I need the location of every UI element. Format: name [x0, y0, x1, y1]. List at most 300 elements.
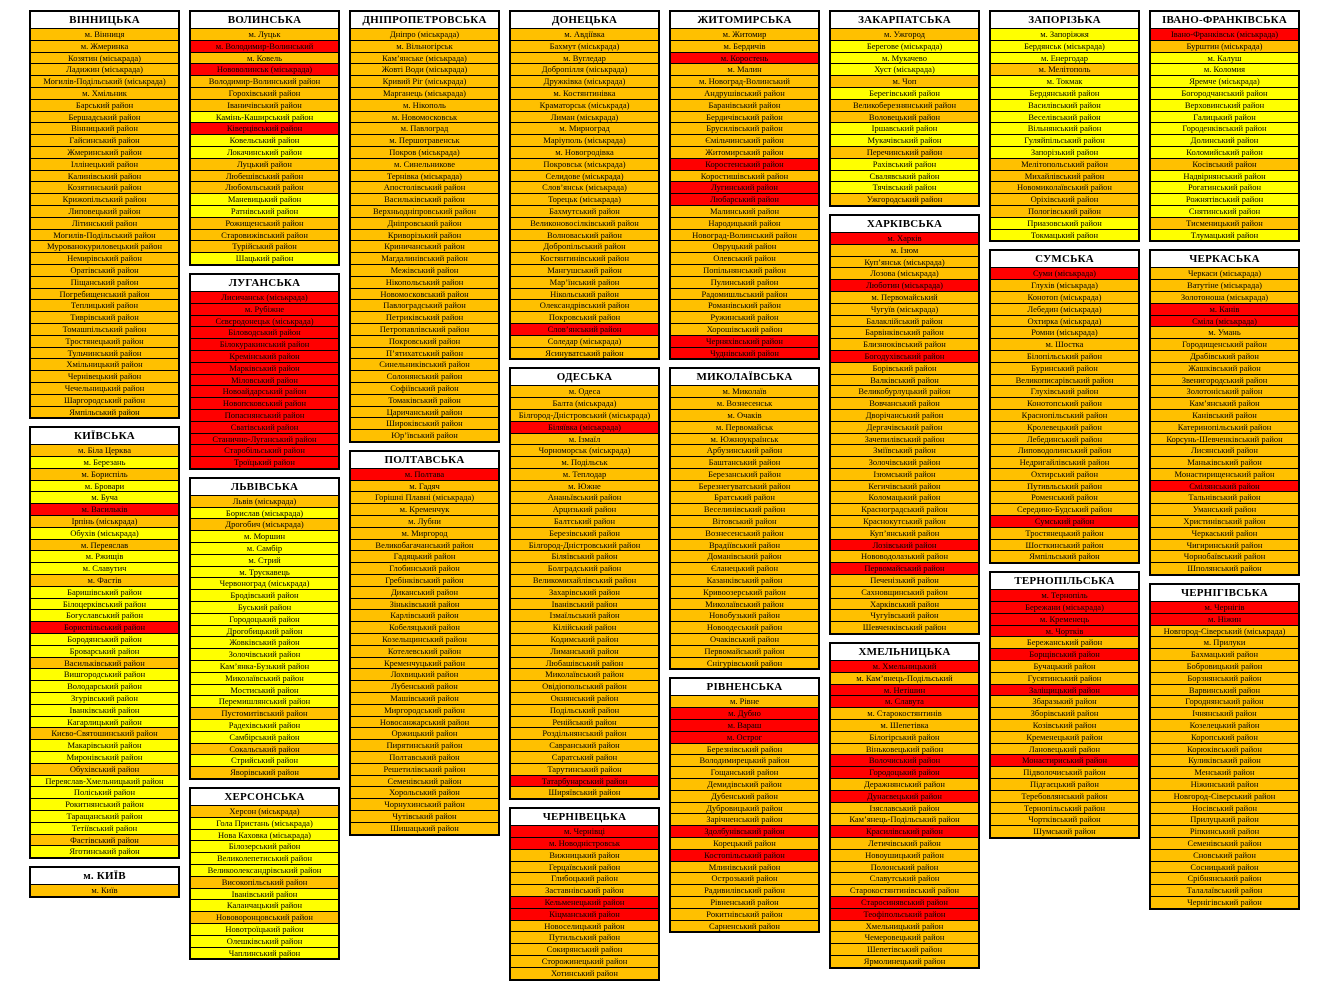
district-row: Маньківський район [1151, 456, 1298, 468]
district-row: м. Славута [831, 695, 978, 707]
district-row: Кременчуцький район [351, 657, 498, 669]
district-row: м. Фастів [31, 574, 178, 586]
district-row: Хотинський район [511, 967, 658, 979]
district-row: Городоцький район [831, 766, 978, 778]
district-row: Носівський район [1151, 802, 1298, 814]
district-row: Білокуракинський район [191, 338, 338, 350]
district-row: Савранський район [511, 739, 658, 751]
district-row: Кобеляцький район [351, 621, 498, 633]
district-row: Монастирищенський район [1151, 468, 1298, 480]
district-row: Семенівський район [351, 775, 498, 787]
district-row: м. Авдіївка [511, 28, 658, 40]
district-row: Біловодський район [191, 326, 338, 338]
district-row: Заставнівський район [511, 884, 658, 896]
district-row: Марківський район [191, 362, 338, 374]
district-row: Катеринопільський район [1151, 421, 1298, 433]
column-6 [829, 10, 980, 969]
district-row: м. Прилуки [1151, 636, 1298, 648]
district-row: Дрогобич (міськрада) [191, 518, 338, 530]
district-row: Білопільський район [991, 350, 1138, 362]
district-row: м. Стрий [191, 554, 338, 566]
district-row: Яремче (міськрада) [1151, 75, 1298, 87]
district-row: Лохвицький район [351, 668, 498, 680]
district-row: Львів (міськрада) [191, 495, 338, 507]
district-row: Вітовський район [671, 515, 818, 527]
district-row: м. Чоп [831, 75, 978, 87]
district-row: Великолепетиський район [191, 852, 338, 864]
district-row: Самбірський район [191, 731, 338, 743]
region-title: ХАРКІВСЬКА [831, 216, 978, 232]
district-row: м. Новодністровськ [511, 837, 658, 849]
district-row: Деражнянський район [831, 778, 978, 790]
district-row: Глобинський район [351, 562, 498, 574]
district-row: Сокальський район [191, 743, 338, 755]
region-box [189, 10, 340, 266]
district-row: Ямпільський район [31, 406, 178, 418]
district-row: Чечельницький район [31, 382, 178, 394]
district-row: Ізмаїльський район [511, 609, 658, 621]
district-row: Броварський район [31, 645, 178, 657]
district-row: Межівський район [351, 264, 498, 276]
district-row: Мар’їнський район [511, 276, 658, 288]
district-row: Білозерський район [191, 840, 338, 852]
column-8 [1149, 10, 1300, 910]
district-row: Жовті Води (міськрада) [351, 63, 498, 75]
district-row: Ватутіне (міськрада) [1151, 279, 1298, 291]
district-row: Петропавлівський район [351, 323, 498, 335]
district-row: Криничанський район [351, 240, 498, 252]
district-row: Лебединський район [991, 433, 1138, 445]
district-row: м. Чернівці [511, 825, 658, 837]
region-title: м. КИЇВ [31, 868, 178, 884]
district-row: Машівський район [351, 692, 498, 704]
district-row: м. Київ [31, 884, 178, 896]
district-row: Кремінський район [191, 350, 338, 362]
district-row: м. Першотравенськ [351, 134, 498, 146]
district-row: Горішні Плавні (міськрада) [351, 491, 498, 503]
district-row: Верховинський район [1151, 99, 1298, 111]
district-row: Городенківський район [1151, 122, 1298, 134]
district-row: Роменський район [991, 491, 1138, 503]
district-row: м. Калуш [1151, 52, 1298, 64]
district-row: Бережанський район [991, 636, 1138, 648]
district-row: м. Павлоград [351, 122, 498, 134]
district-row: Первомайський район [671, 645, 818, 657]
district-row: Чигиринський район [1151, 539, 1298, 551]
district-row: Корюківський район [1151, 743, 1298, 755]
district-row: Мелітопольський район [991, 158, 1138, 170]
district-row: Липовецький район [31, 205, 178, 217]
district-row: Лановецький район [991, 743, 1138, 755]
district-row: Бучацький район [991, 660, 1138, 672]
district-row: Рокитнівський район [671, 908, 818, 920]
district-row: Сновський район [1151, 849, 1298, 861]
district-row: Томашпільський район [31, 323, 178, 335]
district-row: Харківський район [831, 598, 978, 610]
district-row: Липоводолинський район [991, 444, 1138, 456]
district-row: Обухівський район [31, 763, 178, 775]
district-row: Синельниківський район [351, 358, 498, 370]
district-row: Бобровицький район [1151, 660, 1298, 672]
district-row: Березівський район [511, 527, 658, 539]
district-row: Зміївський район [831, 444, 978, 456]
district-row: Теплицький район [31, 299, 178, 311]
district-row: Млинівський район [671, 861, 818, 873]
district-row: Згурівський район [31, 692, 178, 704]
district-row: м. Малин [671, 63, 818, 75]
region-title: ОДЕСЬКА [511, 369, 658, 385]
district-row: Іршавський район [831, 122, 978, 134]
district-row: Локачинський район [191, 146, 338, 158]
district-row: Великоновосілківський район [511, 217, 658, 229]
district-row: Сумський район [991, 515, 1138, 527]
region-box [349, 10, 500, 443]
district-row: Тячівський район [831, 181, 978, 193]
district-row: Ширяївський район [511, 786, 658, 798]
district-row: м. Вугледар [511, 52, 658, 64]
district-row: Коропський район [1151, 731, 1298, 743]
district-row: Красноградський район [831, 503, 978, 515]
district-row: м. Трускавець [191, 566, 338, 578]
district-row: Рожищенський район [191, 217, 338, 229]
district-row: Підволочиський район [991, 766, 1138, 778]
district-row: Томаківський район [351, 394, 498, 406]
district-row: Білоцерківський район [31, 598, 178, 610]
district-row: Павлоградський район [351, 299, 498, 311]
district-row: Снігурівський район [671, 657, 818, 669]
district-row: Шишацький район [351, 822, 498, 834]
district-row: м. Вільногірськ [351, 40, 498, 52]
region-box [29, 10, 180, 419]
district-row: Володимир-Волинський район [191, 75, 338, 87]
district-row: Сахновщинський район [831, 586, 978, 598]
district-row: Попаснянський район [191, 409, 338, 421]
district-row: Кролевецький район [991, 421, 1138, 433]
district-row: Городищенський район [1151, 338, 1298, 350]
district-row: Херсон (міськрада) [191, 805, 338, 817]
district-row: Іваничівський район [191, 99, 338, 111]
district-row: Нововоронцовський район [191, 911, 338, 923]
district-row: Баранівський район [671, 99, 818, 111]
district-row: м. Мирноград [511, 122, 658, 134]
district-row: Надвірнянський район [1151, 170, 1298, 182]
region-title: ЗАКАРПАТСЬКА [831, 12, 978, 28]
district-row: м. Умань [1151, 326, 1298, 338]
district-row: Волноваський район [511, 229, 658, 241]
district-row: Слов’янськ (міськрада) [511, 181, 658, 193]
district-row: Селидове (міськрада) [511, 170, 658, 182]
district-row: Могилів-Подільський (міськрада) [31, 75, 178, 87]
district-row: Бережани (міськрада) [991, 601, 1138, 613]
district-row: Нововодолазький район [831, 550, 978, 562]
district-row: Миронівський район [31, 751, 178, 763]
district-row: м. Гадяч [351, 480, 498, 492]
district-row: Нововолинськ (міськрада) [191, 63, 338, 75]
district-row: Недригайлівський район [991, 456, 1138, 468]
district-row: Літинський район [31, 217, 178, 229]
district-row: Слов’янський район [511, 323, 658, 335]
region-box [29, 426, 180, 859]
district-row: Миколаївський район [671, 598, 818, 610]
district-row: Маріуполь (міськрада) [511, 134, 658, 146]
district-row: Костянтинівський район [511, 252, 658, 264]
district-row: м. Тернопіль [991, 589, 1138, 601]
district-row: м. Ізмаїл [511, 433, 658, 445]
region-title: ДНІПРОПЕТРОВСЬКА [351, 12, 498, 28]
district-row: Охтирка (міськрада) [991, 315, 1138, 327]
region-box [829, 642, 980, 969]
district-row: Роздільнянський район [511, 727, 658, 739]
district-row: Городоцький район [191, 613, 338, 625]
district-row: Олевський район [671, 252, 818, 264]
district-row: Ярмолинецький район [831, 955, 978, 967]
district-row: Сокирянський район [511, 943, 658, 955]
region-title: КИЇВСЬКА [31, 428, 178, 444]
district-row: Теребовлянський район [991, 790, 1138, 802]
district-row: П’ятихатський район [351, 347, 498, 359]
district-row: м. Кам’янець-Подільський [831, 672, 978, 684]
district-row: м. Енергодар [991, 52, 1138, 64]
district-row: Миргородський район [351, 704, 498, 716]
district-row: Путивльський район [991, 480, 1138, 492]
district-row: Чуднівський район [671, 347, 818, 359]
district-row: м. Миколаїв [671, 385, 818, 397]
district-row: м. Біла Церква [31, 444, 178, 456]
district-row: Хорошівський район [671, 323, 818, 335]
region-box [829, 10, 980, 207]
region-title: ЧЕРНІВЕЦЬКА [511, 809, 658, 825]
district-row: Поліський район [31, 786, 178, 798]
district-row: м. Нікополь [351, 99, 498, 111]
district-row: Турійський район [191, 240, 338, 252]
district-row: Близнюківський район [831, 338, 978, 350]
district-row: Баштанський район [671, 456, 818, 468]
district-row: Калинівський район [31, 170, 178, 182]
district-row: Борщівський район [991, 648, 1138, 660]
district-row: Тростянецький район [31, 335, 178, 347]
district-row: Рівненський район [671, 896, 818, 908]
district-row: Тернівка (міськрада) [351, 170, 498, 182]
district-row: Стрийський район [191, 754, 338, 766]
district-row: м. Ужгород [831, 28, 978, 40]
district-row: Васильківський район [351, 193, 498, 205]
district-row: м. Хмельницький [831, 660, 978, 672]
district-row: Іванківський район [31, 704, 178, 716]
district-row: Ружинський район [671, 311, 818, 323]
district-row: Чугуївський район [831, 609, 978, 621]
district-row: Рокитнянський район [31, 798, 178, 810]
district-row: Тернопільський район [991, 802, 1138, 814]
district-row: Ужгородський район [831, 193, 978, 205]
region-box [509, 10, 660, 360]
district-row: Козельщинський район [351, 633, 498, 645]
district-row: Новоайдарський район [191, 385, 338, 397]
district-row: Іванівський район [511, 598, 658, 610]
district-row: Троїцький район [191, 456, 338, 468]
district-row: Івано-Франківськ (міськрада) [1151, 28, 1298, 40]
region-box [1149, 249, 1300, 576]
district-row: Волочиський район [831, 754, 978, 766]
district-row: Охтирський район [991, 468, 1138, 480]
region-title: СУМСЬКА [991, 251, 1138, 267]
district-row: Софіївський район [351, 382, 498, 394]
district-row: м. Переяслав [31, 539, 178, 551]
district-row: Барський район [31, 99, 178, 111]
region-title: ІВАНО-ФРАНКІВСЬКА [1151, 12, 1298, 28]
district-row: Ромни (міськрада) [991, 326, 1138, 338]
district-row: м. Ржищів [31, 550, 178, 562]
district-row: Великоберезнянський район [831, 99, 978, 111]
district-row: Драбівський район [1151, 350, 1298, 362]
district-row: Менський район [1151, 766, 1298, 778]
district-row: Козятин (міськрада) [31, 52, 178, 64]
region-box [189, 787, 340, 960]
district-row: Чаплинський район [191, 947, 338, 959]
district-row: Камінь-Каширський район [191, 111, 338, 123]
district-row: м. Ніжин [1151, 613, 1298, 625]
district-row: м. Моршин [191, 530, 338, 542]
region-box [829, 214, 980, 635]
district-row: Дунаєвецький район [831, 790, 978, 802]
district-row: Котелевський район [351, 645, 498, 657]
district-row: Костопільський район [671, 849, 818, 861]
region-box [989, 571, 1140, 839]
district-row: Оріхівський район [991, 193, 1138, 205]
district-row: м. Буча [31, 491, 178, 503]
district-row: Олександрівський район [511, 299, 658, 311]
district-row: Татарбунарський район [511, 775, 658, 787]
district-row: Переяслав-Хмельницький район [31, 775, 178, 787]
district-row: Новоград-Волинський район [671, 229, 818, 241]
district-row: Царичанський район [351, 406, 498, 418]
district-row: Зіньківський район [351, 598, 498, 610]
district-row: Коломийський район [1151, 146, 1298, 158]
district-row: Шацький район [191, 252, 338, 264]
district-row: Бердянський район [991, 87, 1138, 99]
district-row: Покровськ (міськрада) [511, 158, 658, 170]
district-row: Погребищенський район [31, 288, 178, 300]
district-row: Гуляйпільський район [991, 134, 1138, 146]
district-row: Сватівський район [191, 421, 338, 433]
district-row: м. Костянтинівка [511, 87, 658, 99]
district-row: Ананьївський район [511, 491, 658, 503]
district-row: Арбузинський район [671, 444, 818, 456]
district-row: м. Кременець [991, 613, 1138, 625]
district-row: Конотопський район [991, 397, 1138, 409]
district-row: м. Новогродівка [511, 146, 658, 158]
region-title: ЖИТОМИРСЬКА [671, 12, 818, 28]
district-row: Хуст (міськрада) [831, 63, 978, 75]
district-row: Хорольський район [351, 786, 498, 798]
district-row: Глухів (міськрада) [991, 279, 1138, 291]
district-row: Білгород-Дністровський район [511, 539, 658, 551]
district-row: Воловецький район [831, 111, 978, 123]
district-row: Казанківський район [671, 574, 818, 586]
district-row: м. Дубно [671, 707, 818, 719]
district-row: Дворічанський район [831, 409, 978, 421]
district-row: Верхньодніпровський район [351, 205, 498, 217]
district-row: м. Мукачево [831, 52, 978, 64]
district-row: Теофіпольський район [831, 908, 978, 920]
district-row: Великобурлуцький район [831, 385, 978, 397]
district-row: м. Старокостянтинів [831, 707, 978, 719]
district-row: Народицький район [671, 217, 818, 229]
district-row: Ямпільський район [991, 550, 1138, 562]
district-row: Рогатинський район [1151, 181, 1298, 193]
region-box [669, 367, 820, 670]
district-row: Чортківський район [991, 813, 1138, 825]
district-row: м. Первомайськ [671, 421, 818, 433]
district-row: Немирівський район [31, 252, 178, 264]
district-row: Мурованокуриловецький район [31, 240, 178, 252]
district-row: Новоселицький район [511, 920, 658, 932]
district-row: Жовківський район [191, 636, 338, 648]
district-row: Лубенський район [351, 680, 498, 692]
district-row: Березнегуватський район [671, 480, 818, 492]
district-row: Лебедин (міськрада) [991, 303, 1138, 315]
district-row: м. Одеса [511, 385, 658, 397]
district-row: Шумський район [991, 825, 1138, 837]
district-row: Вишгородський район [31, 668, 178, 680]
district-row: Василівський район [991, 99, 1138, 111]
district-row: Куп’янський район [831, 527, 978, 539]
district-row: Радомишльський район [671, 288, 818, 300]
district-row: Пустомитівський район [191, 707, 338, 719]
district-row: Доманівський район [671, 550, 818, 562]
district-row: Острозький район [671, 872, 818, 884]
district-row: Ізюмський район [831, 468, 978, 480]
district-row: м. Рівне [671, 695, 818, 707]
district-row: м. Южноукраїнськ [671, 433, 818, 445]
district-row: Кілійський район [511, 621, 658, 633]
district-row: Снятинський район [1151, 205, 1298, 217]
region-title: ВІННИЦЬКА [31, 12, 178, 28]
district-row: Бердянськ (міськрада) [991, 40, 1138, 52]
region-title: РІВНЕНСЬКА [671, 679, 818, 695]
district-row: Болградський район [511, 562, 658, 574]
district-row: м. Кременчук [351, 503, 498, 515]
district-row: м. Очаків [671, 409, 818, 421]
district-row: Дергачівський район [831, 421, 978, 433]
district-row: Києво-Святошинський район [31, 727, 178, 739]
district-row: Семенівський район [1151, 837, 1298, 849]
district-row: Вознесенський район [671, 527, 818, 539]
district-row: Великомихайлівський район [511, 574, 658, 586]
district-row: Новосанжарський район [351, 716, 498, 728]
district-row: Здолбунівський район [671, 825, 818, 837]
district-row: Старокостянтинівський район [831, 884, 978, 896]
district-row: Старосинявський район [831, 896, 978, 908]
region-title: МИКОЛАЇВСЬКА [671, 369, 818, 385]
district-row: Романівський район [671, 299, 818, 311]
district-row: Гусятинський район [991, 672, 1138, 684]
district-row: Краматорськ (міськрада) [511, 99, 658, 111]
district-row: Ренійський район [511, 716, 658, 728]
region-box [669, 677, 820, 933]
district-row: Вижницький район [511, 849, 658, 861]
district-row: Кагарлицький район [31, 716, 178, 728]
district-row: Бершадський район [31, 111, 178, 123]
district-row: Кам’янка-Бузький район [191, 660, 338, 672]
district-row: Козелецький район [1151, 719, 1298, 731]
district-row: м. Самбір [191, 542, 338, 554]
district-row: м. Миргород [351, 527, 498, 539]
district-row: Уманський район [1151, 503, 1298, 515]
district-row: Бахмутський район [511, 205, 658, 217]
district-row: Соледар (міськрада) [511, 335, 658, 347]
district-row: м. Вознесенськ [671, 397, 818, 409]
district-row: Лозова (міськрада) [831, 267, 978, 279]
